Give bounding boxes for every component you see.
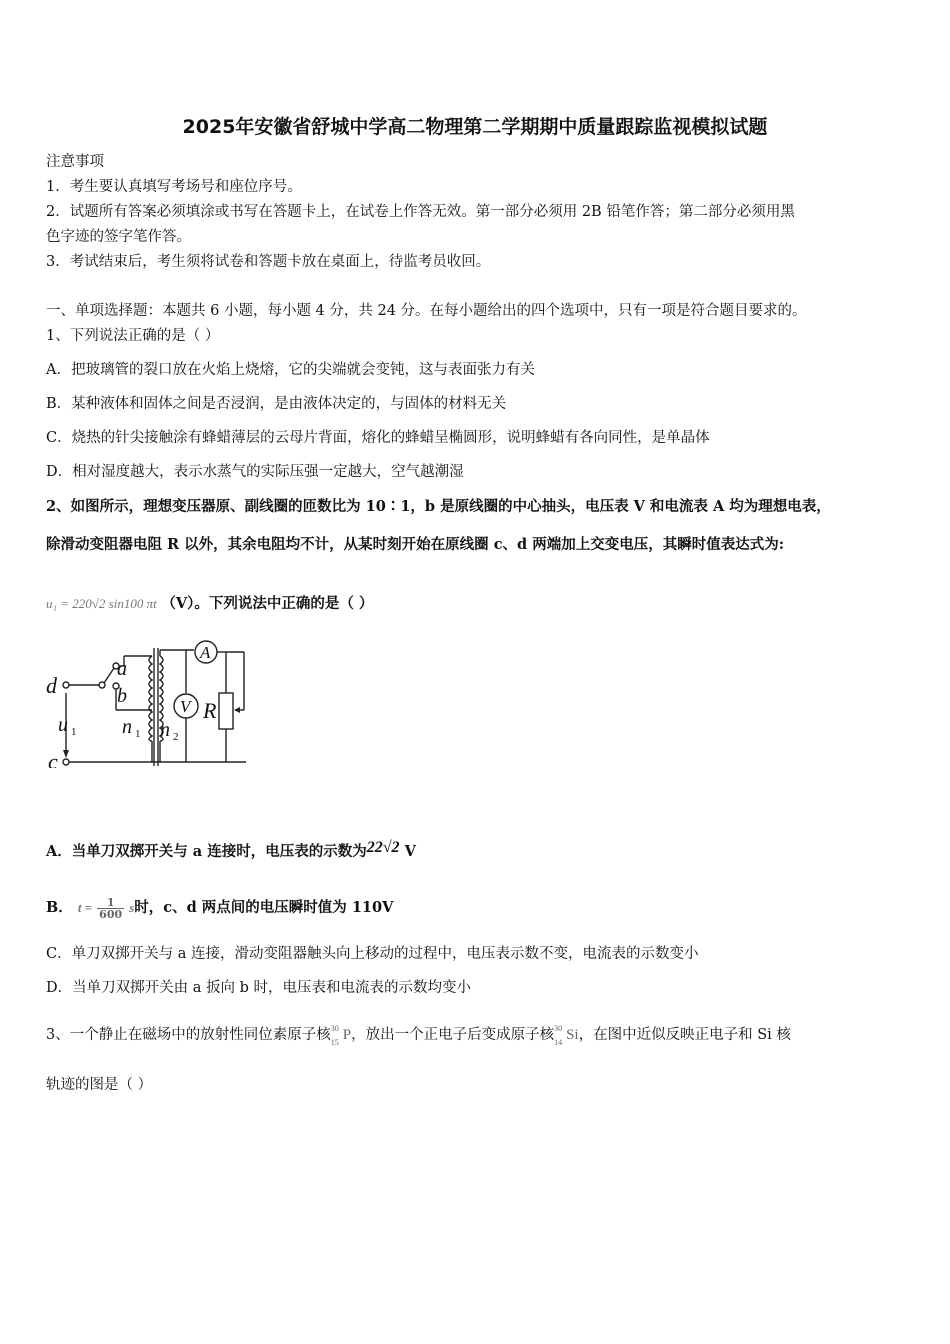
label-n2-sub: 2 [173,731,179,743]
label-n1-sub: 1 [135,728,141,740]
label-d: d [46,673,57,698]
q2-option-b-s: s [129,900,135,915]
label-b: b [117,685,127,707]
label-u1-sub: 1 [71,726,77,738]
notice-item-1: 1．考生要认真填写考场号和座位序号。 [46,179,302,195]
ammeter-label: A [200,643,211,662]
nucleus-p30-symbol: P [342,1027,352,1043]
q2-option-b [46,895,916,921]
q2-option-a-value: 22√2 [366,839,400,856]
q2-formula: u₁ = 220√2 sin100 πt [46,596,157,611]
nucleus-si30-number: 14 [554,1038,563,1047]
notice-item-2-cont: 色字迹的签字笔作答。 [46,229,191,245]
fraction-numerator: 1 [97,897,124,909]
label-u1: u [58,714,68,736]
notice-item-3: 3．考试结束后，考生须将试卷和答题卡放在桌面上，待监考员收回。 [46,254,491,270]
q2-stem-line1: 2、如图所示，理想变压器原、副线圈的匝数比为 10∶1，b 是原线圈的中心抽头，电压表 V 和电流表 A 均为理想电表， [46,498,831,515]
nucleus-p30 [331,1023,351,1047]
q3-text-1: 3、一个静止在磁场中的放射性同位素原子核 [46,1027,331,1043]
nucleus-si30 [554,1023,579,1047]
q2-option-a-unit: V [404,843,416,860]
section-heading: 一、单项选择题：本题共 6 小题，每小题 4 分，共 24 分。在每小题给出的四个选项中，只有一项是符合题目要求的。 [46,303,807,319]
nucleus-si30-symbol: Si [566,1027,579,1043]
q2-option-a-text: A．当单刀双掷开关与 a 连接时，电压表的示数为 [46,843,367,860]
q1-option-b: B．某种液体和固体之间是否浸润，是由液体决定的，与固体的材料无关 [46,396,507,412]
q3-stem-line1 [46,1023,916,1047]
label-n1: n [122,716,132,738]
fraction-denominator: 600 [99,907,123,921]
notice-item-2: 2．试题所有答案必须填涂或书写在答题卡上，在试卷上作答无效。第一部分必须用 2B 铅笔作答；第二部分必须用黑 [46,204,795,220]
label-c: c [48,749,58,768]
transformer-circuit-diagram [44,638,250,768]
notice-heading: 注意事项 [46,154,104,170]
q1-option-c: C．烧热的针尖接触涂有蜂蜡薄层的云母片背面，熔化的蜂蜡呈椭圆形，说明蜂蜡有各向同性，是单晶体 [46,430,710,446]
q2-option-d: D．当单刀双掷开关由 a 扳向 b 时，电压表和电流表的示数均变小 [46,980,471,996]
q3-stem-line2: 轨迹的图是（ ） [46,1077,153,1093]
label-a: a [117,658,127,680]
q3-text-2: ，放出一个正电子后变成原子核 [351,1027,555,1043]
q2-option-b-t: t = [77,900,93,915]
q1-stem: 1、下列说法正确的是（ ） [46,328,220,344]
q2-stem-line3: （V）。下列说法中正确的是（ ） [161,595,374,612]
q2-option-c: C．单刀双掷开关与 a 连接，滑动变阻器触头向上移动的过程中，电压表示数不变，电流表的示数变小 [46,946,699,962]
nucleus-p30-mass: 30 [330,1024,339,1033]
q3-text-3: ，在图中近似反映正电子和 Si 核 [578,1027,791,1043]
q2-option-b-label: B． [46,899,73,916]
q1-option-d: D．相对湿度越大，表示水蒸气的实际压强一定越大，空气越潮湿 [46,464,464,480]
q1-option-a: A．把玻璃管的裂口放在火焰上烧熔，它的尖端就会变钝，这与表面张力有关 [46,362,535,378]
voltmeter-label: V [180,697,191,716]
nucleus-p30-number: 15 [330,1038,339,1047]
q2-option-b-text: 时，c、d 两点间的电压瞬时值为 110V [134,899,394,916]
q2-stem-line2: 除滑动变阻器电阻 R 以外，其余电阻均不计，从某时刻开始在原线圈 c、d 两端加上交变电压，其瞬时值表达式为: [46,536,785,553]
resistor-label: R [203,698,217,723]
q2-option-b-fraction [97,897,124,920]
label-n2: n [160,719,170,741]
q2-option-a [46,838,916,862]
nucleus-si30-mass: 30 [554,1024,563,1033]
q2-formula-line [46,594,916,614]
page-title: 2025年安徽省舒城中学高二物理第二学期期中质量跟踪监视模拟试题 [182,116,768,138]
